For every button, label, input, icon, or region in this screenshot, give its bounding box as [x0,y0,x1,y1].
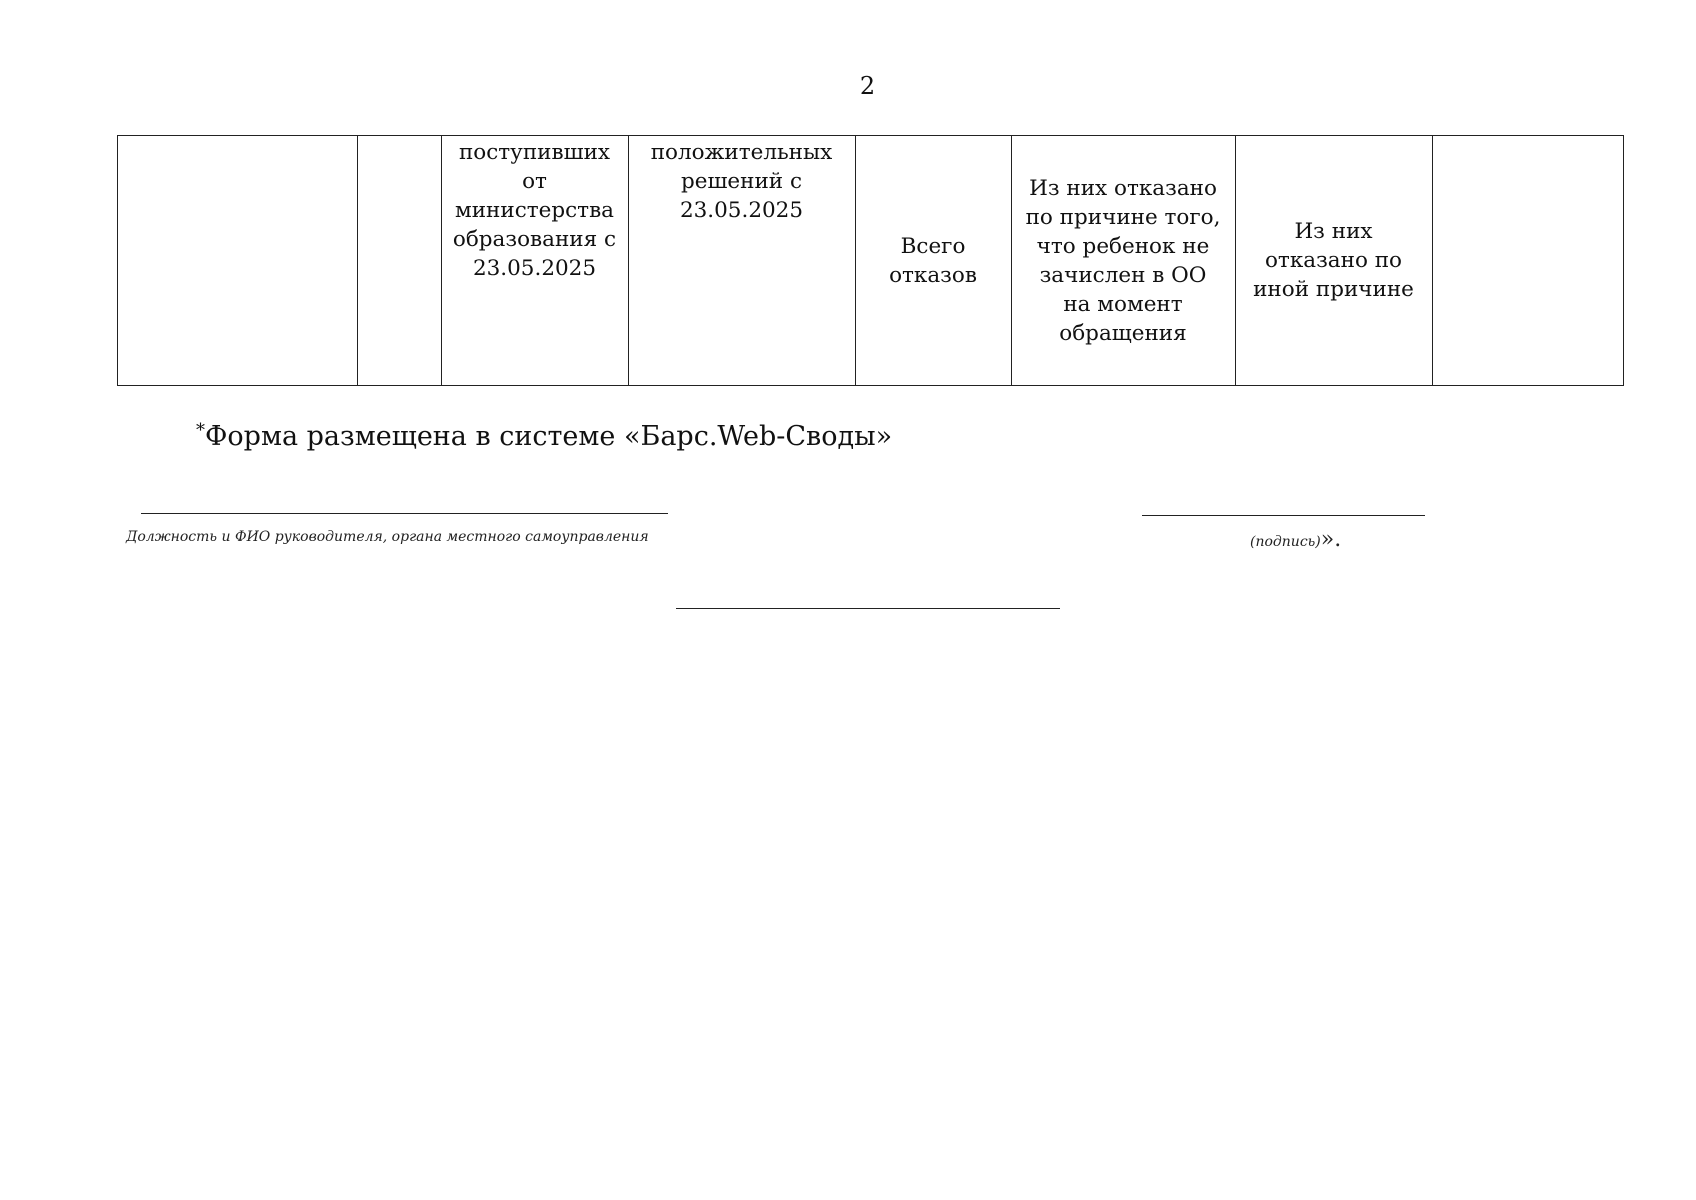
page-number: 2 [859,72,876,100]
report-table-fragment [117,135,1624,386]
closing-quote: ». [1320,527,1342,552]
footnote [196,420,892,452]
table-cell-empty-3 [1432,136,1625,385]
document-end-line [676,608,1060,609]
table-cell-empty-1 [118,136,357,385]
signature-caption: (подпись) [1250,534,1321,550]
table-cell-refused-other-reason: Из них отказано по иной причине [1253,219,1414,302]
footnote-text: Форма размещена в системе «Барс.Web-Своды» [205,421,893,452]
position-signature-line [141,513,668,514]
table-cell-total-refusals: Всего отказов [889,233,977,288]
table-cell-empty-2 [357,136,441,385]
table-cell-refused-not-enrolled: Из них отказано по причине того, что ребенок не зачислен в ОО на момент обращения [1025,175,1221,346]
footnote-star: * [196,420,205,441]
position-caption: Должность и ФИО руководителя, органа местного самоуправления [126,529,649,545]
signature-caption-wrap [1250,527,1341,552]
table-cell-received-from-ministry: поступивших от министерства образования с 23.05.2025 [452,140,617,281]
signature-line [1142,515,1425,516]
table-cell-positive-decisions: положительных решений с 23.05.2025 [650,140,833,223]
